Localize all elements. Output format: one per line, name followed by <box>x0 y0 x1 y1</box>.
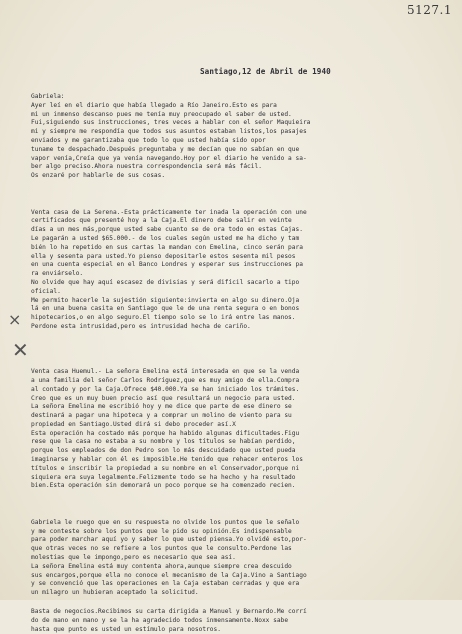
margin-x-mark: ✕ <box>12 338 29 362</box>
text-line <box>31 181 453 190</box>
text-line: enviados y me garantizaba que todo lo que usted había sido opor <box>31 136 266 144</box>
text-line: hipotecarios,o en algo seguro.El tiempo solo se lo irá entre las manos. <box>31 314 296 322</box>
text-line: Gabriela le ruego que en su respuesta no olvide los puntos que le señalo <box>31 518 300 526</box>
text-line: tuname te despachado.Después preguntaba y me decían que no sabían en que <box>31 145 300 153</box>
text-line: lá en una buena casita en Santiago que le de una renta segura o en bonos <box>31 305 300 313</box>
text-line: Venta casa de La Serena.-Esta prácticamente ter inada la operación con une <box>31 208 307 216</box>
text-line: ber algo preciso.Ahora nuestra correspondencia será más fácil. <box>31 163 262 171</box>
text-line <box>31 491 453 500</box>
text-line: a una familia del señor Carlos Rodríguez,que es muy amigo de ella.Compra <box>31 376 300 384</box>
text-line: y me conteste sobre los puntos que le pido su opinión.Es indispensable <box>31 527 292 535</box>
text-line: La señora Emelina está muy contenta ahora,aunque siempre crea descuido <box>31 562 292 570</box>
text-line: un milagro un hubieran aceptado la solicitud. <box>31 589 199 597</box>
text-line <box>31 500 453 509</box>
text-line: Venta casa Huemul.- La señora Emelina está interesada en que se la venda <box>31 368 300 376</box>
text-line: Esta operación ha costado más porque ha habido algunas dificultades.Figu <box>31 429 300 437</box>
text-line: Basta de negocios.Recibimos su carta dirigida a Manuel y Bernardo.Me corrí <box>31 608 307 616</box>
text-line: certificados que presenté hoy a la Caja.El dinero debe salir en veinte <box>31 217 292 225</box>
text-line: Le pagarán a usted $65.000.- de los cuales según usted me ha dicho y tam <box>31 234 300 242</box>
archive-number: 5127.1 <box>407 3 452 17</box>
text-line: hasta que punto es usted un estímulo para nosotros. <box>31 625 221 633</box>
text-line: mi y siempre me respondía que todos sus asuntos estaban listos,los pasajes <box>31 128 307 136</box>
text-line: porque los empleados de don Pedro son lo más descuidado que usted pueda <box>31 447 296 455</box>
text-line: Ayer leí en el diario que había llegado a Río Janeiro.Esto es para <box>31 101 277 109</box>
text-line: propiedad en Santiago.Usted dirá si debo proceder así.X <box>31 420 236 428</box>
text-line <box>31 332 453 341</box>
text-line: mi un inmenso descanso pues me tenía muy preocupado el saber de usted. <box>31 110 292 118</box>
text-line: siquiera era suya legalmente.Felizmente todo se ha hecho y ha resultado <box>31 473 296 481</box>
text-line: oficial. <box>31 287 61 295</box>
text-line: para poder marchar aquí yo y saber lo que usted piensa.Yo olvidé esto,por- <box>31 536 307 544</box>
text-line <box>31 349 453 358</box>
text-line: Me permito hacerle la sujestión siguiente:invierta en algo su dinero.Oja <box>31 296 300 304</box>
salutation: Gabriela: <box>31 93 65 100</box>
text-line: ella y sesenta para usted.Yo pienso depositarle estos sesenta mil pesos <box>31 252 296 260</box>
text-line: rese que la casa no estaba a su nombre y los títulos se habían perdido, <box>31 438 296 446</box>
text-line: La señora Emelina me escribió hoy y me dice que parte de ese dinero se <box>31 403 292 411</box>
text-line: Creo que es un muy buen precio así que resultará un negocio para usted. <box>31 394 296 402</box>
text-line: molestias que le impongo,pero es necesario que sea así. <box>31 554 236 562</box>
text-line: al contado y por la Caja.Ofrece $40.000.Ya se han iniciado los trámites. <box>31 385 300 393</box>
text-line: títulos e inscribir la propiedad a su nombre en el Conservador,porque ni <box>31 464 300 472</box>
text-line <box>31 190 453 199</box>
text-line: días a un mes más,porque usted sabe cuanto se de ora todo en estas Cajas. <box>31 226 303 234</box>
text-line: ra enviárselo. <box>31 270 84 278</box>
text-line: Fui,siguiendo sus instrucciones, tres veces a hablar con el señor Maquieira <box>31 119 311 127</box>
text-line: vapor venía,Creía que ya venía navegando.Hoy por el diario he venido a sa- <box>31 154 307 162</box>
text-line: sus encargos,porque ella no conoce el mecanismo de la Caja.Vino a Santiago <box>31 571 307 579</box>
date-line: Santiago,12 de Abril de 1940 <box>200 67 331 76</box>
letter-body <box>31 93 453 634</box>
text-line: que otras veces no se refiere a los puntos que le consulto.Perdone las <box>31 545 292 553</box>
text-line: No olvide que hay aquí escasez de divisias y será difícil sacarlo a tipo <box>31 278 300 286</box>
text-line: destinará a pagar una hipoteca y a comprar un molino de viento para su <box>31 412 292 420</box>
text-line: Os enzaré por hablarle de sus cosas. <box>31 172 166 180</box>
text-line: imaginarse y hablar con él es imposible.He tenido que rehacer enteros los <box>31 456 303 464</box>
text-line: do de mano en mano y se la ha agradecido todos inmensamente.Noxx sabe <box>31 616 289 624</box>
text-line <box>31 341 453 350</box>
margin-cross-mark: × <box>8 310 22 329</box>
text-line: bién lo ha repetido en sus cartas la mandan con Emelina, cinco serán para <box>31 243 303 251</box>
text-line: Perdone esta intrusidad,pero es intrusidad hecha de cariño. <box>31 322 251 330</box>
text-line: en una cuenta especial en el Banco Londres y esperar sus instrucciones pa <box>31 261 303 269</box>
text-line: y se convenció que las operaciones en la Caja estaban cerradas y que era <box>31 580 300 588</box>
text-line: bien.Esta operación sin demorará un poco porque se ha comenzado recien. <box>31 482 296 490</box>
